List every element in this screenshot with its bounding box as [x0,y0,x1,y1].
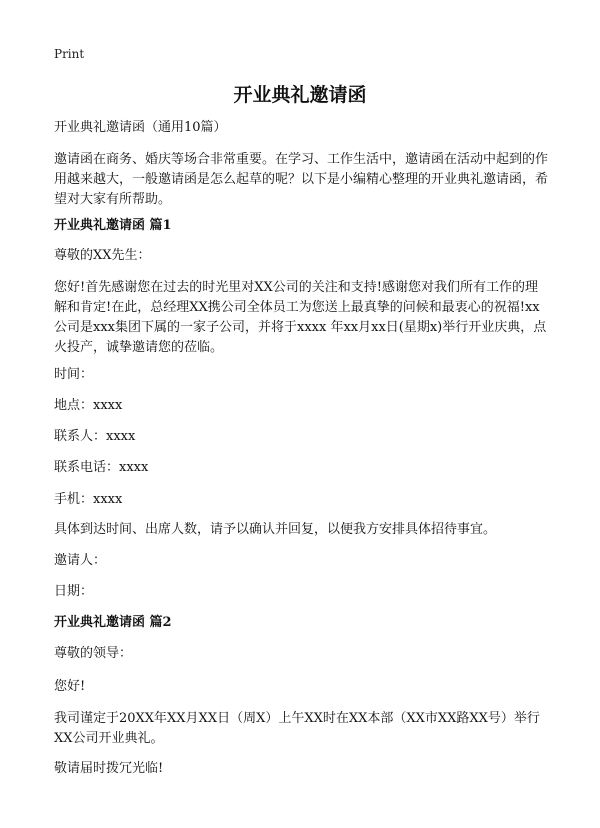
intro-paragraph: 邀请函在商务、婚庆等场合非常重要。在学习、工作生活中，邀请函在活动中起到的作用越来越大，一般邀请函是怎么起草的呢？以下是小编精心整理的开业典礼邀请函，希望对大家有所帮助。 [54,152,549,207]
section1-mobile: 手机：xxxx [54,492,123,507]
section2-heading: 开业典礼邀请函 篇2 [54,615,172,630]
section1-inviter: 邀请人： [54,553,107,568]
page-title: 开业典礼邀请函 [233,84,367,106]
section1-time: 时间： [54,367,94,382]
section1-place: 地点：xxxx [54,398,123,413]
section1-greeting: 尊敬的XX先生： [54,248,151,263]
section2-closing: 敬请届时拨冗光临! [54,761,164,776]
section1-heading: 开业典礼邀请函 篇1 [54,218,172,233]
section1-date: 日期： [54,584,94,599]
section1-phone: 联系电话：xxxx [54,460,149,475]
section2-hello: 您好! [54,679,86,694]
section1-note: 具体到达时间、出席人数，请予以确认并回复，以便我方安排具体招待事宜。 [54,522,497,537]
section2-body: 我司谨定于20XX年XX月XX日（周X）上午XX时在XX本部（XX市XX路XX号）举行XX公司开业典礼。 [54,711,540,746]
section2-greeting: 尊敬的领导： [54,646,133,661]
section1-contact: 联系人：xxxx [54,429,136,444]
section1-body: 您好!首先感谢您在过去的时光里对XX公司的关注和支持!感谢您对我们所有工作的理解和肯定!在此，总经理XX携公司全体员工为您送上最真挚的问候和最衷心的祝福!xx公司是xxx集团下属的一家子公司，并将于xxxx 年xx月xx日(星期x)举行开业庆典，点火投产，诚挚邀请您的莅临。 [54,280,547,355]
print-link[interactable]: Print [54,47,85,61]
subtitle: 开业典礼邀请函（通用10篇） [54,120,227,135]
